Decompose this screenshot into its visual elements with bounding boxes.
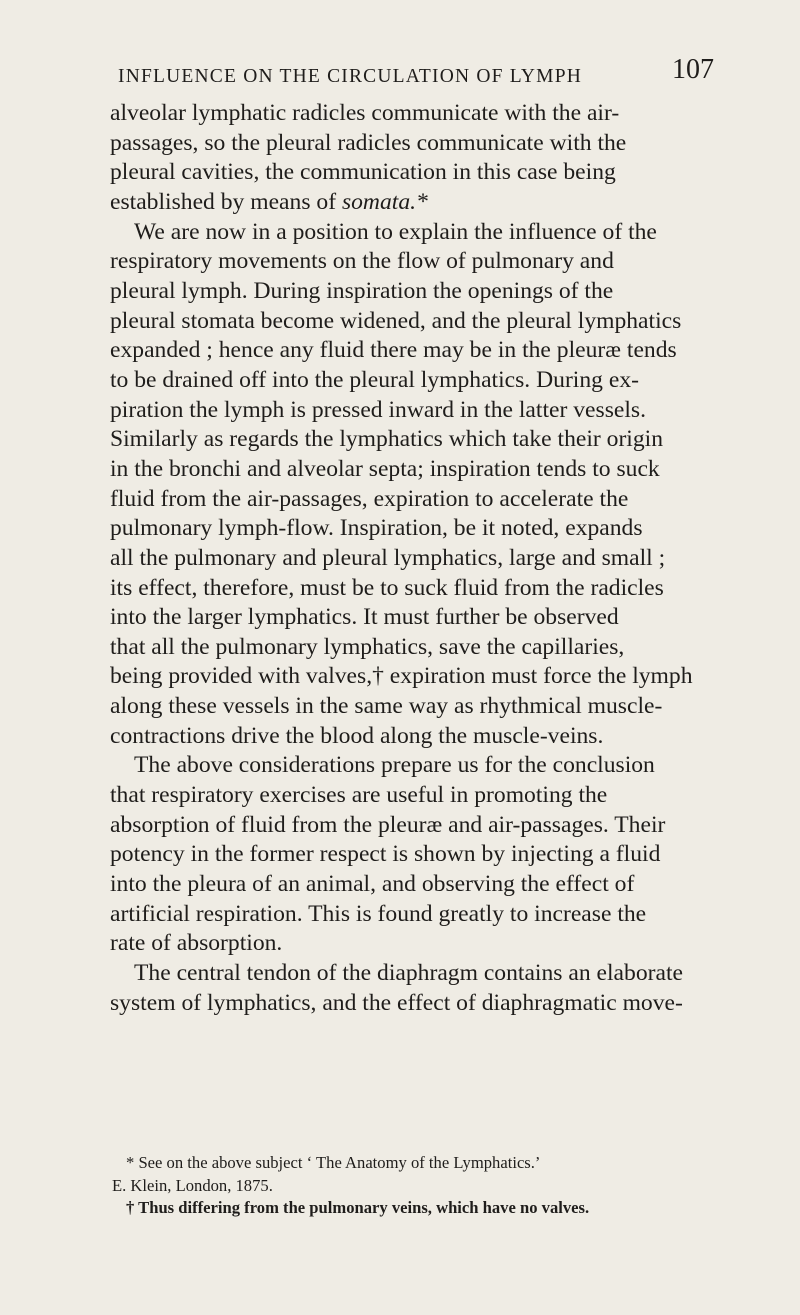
paragraph-1-text: alveolar lymphatic radicles communicate with the air- passages, so the pleural radicles communicate with the pleural cavities, the communication in this case being established by means of — [110, 100, 627, 215]
footnote-2: † Thus differing from the pulmonary veins, which have no valves. — [126, 1198, 590, 1217]
page-header — [118, 56, 714, 96]
paragraph-3: The above considerations prepare us for the conclusion that respiratory exercises are useful in promoting the absorption of fluid from the pleuræ and air-passages. Their potency in the former respect is shown by injecting a fluid into the pleura of an animal, and observing the effect of artificial respiration. This is found greatly to increase the rate of absorption. — [110, 752, 666, 957]
footnotes — [112, 1152, 708, 1220]
paragraph-2: We are now in a position to explain the influence of the respiratory movements on the flow of pulmonary and pleural lymph. During inspiration the openings of the pleural stomata become widened, and the pleural lymphatics expanded ; hence any fluid there may be in the pleuræ tends to be drained off into the pleural lymphatics. During ex- piration the lymph is pressed inward in the latter vessels. Similarly as regards the lymphatics which take their origin in the bronchi and alveolar septa; inspiration tends to suck fluid from the air-passages, expiration to accelerate the pulmonary lymph-flow. Inspiration, be it noted, expands all the pulmonary and pleural lymphatics, large and small ; its effect, therefore, must be to suck fluid from the radicles into the larger lymphatics. It must further be observed that all the pulmonary lymphatics, save the capillaries, being provided with valves,† expiration must force the lymph along these vessels in the same way as rhythmical muscle- contractions drive the blood along the muscle-veins. — [110, 218, 693, 749]
page-number: 107 — [672, 54, 714, 85]
main-text — [110, 99, 711, 1018]
running-title: INFLUENCE ON THE CIRCULATION OF LYMPH — [118, 66, 583, 87]
paragraph-1-emphasis: somata.* — [341, 188, 428, 215]
footnote-1: * See on the above subject ‘ The Anatomy of the Lymphatics.’ E. Klein, London, 1875. — [112, 1153, 541, 1195]
paragraph-1 — [110, 99, 711, 218]
paragraph-4: The central tendon of the diaphragm contains an elaborate system of lymphatics, and the effect of diaphragmatic move- — [110, 960, 683, 1016]
